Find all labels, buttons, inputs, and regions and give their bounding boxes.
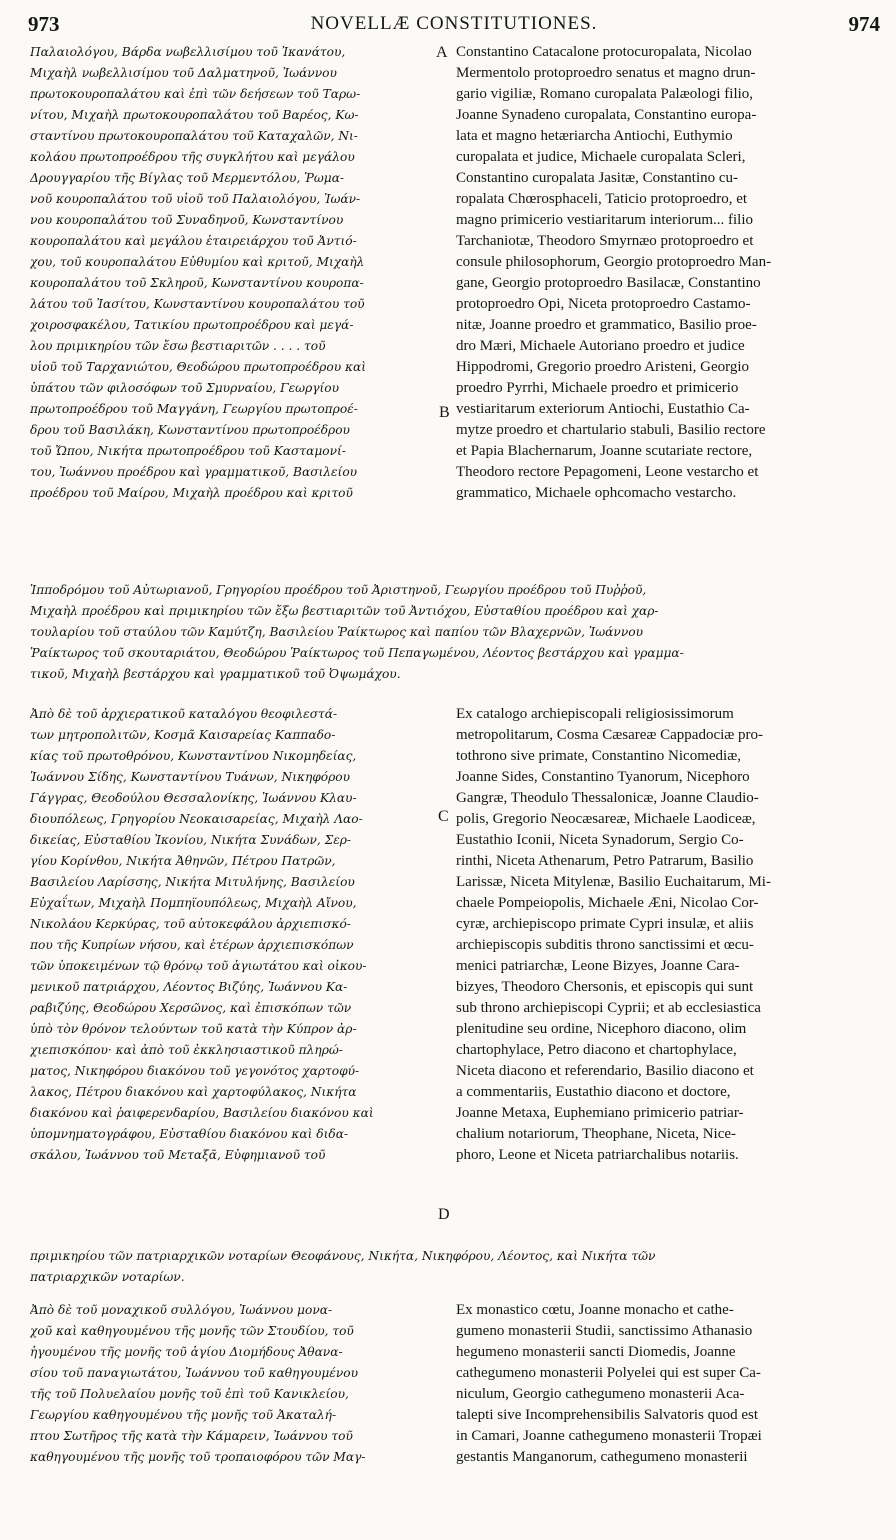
text-line: proedro Pyrrhi, Michaele proedro et primicerio [456, 380, 739, 396]
text-line: δικείας, Εὐσταθίου Ἰκονίου, Νικήτα Συνάδων, Σερ- [30, 833, 352, 847]
text-line: κίας τοῦ πρωτοθρόνου, Κωνσταντίνου Νικομηδείας, [30, 749, 357, 763]
text-line: Theodoro rectore Pepagomeni, Leone vestarcho et [456, 464, 759, 480]
text-line: Joanne Metaxa, Euphemiano primicerio patriar- [456, 1105, 744, 1121]
text-line: Παλαιολόγου, Βάρδα νωβελλισίμου τοῦ Ἰκανάτου, [30, 45, 346, 59]
text-line: του, Ἰωάννου προέδρου καὶ γραμματικοῦ, Βασιλείου [30, 465, 358, 479]
running-title: NOVELLÆ CONSTITUTIONES. [310, 13, 598, 34]
left-page-number: 973 [28, 12, 60, 36]
text-line: Ῥαίκτωρος τοῦ σκουταριάτου, Θεοδώρου Ῥαίκτωρος τοῦ Πεπαγωμένου, Λέοντος βεστάρχου καὶ γραμμα- [30, 646, 684, 660]
text-line: Niceta diacono et referendario, Basilio diacono et [456, 1063, 754, 1079]
section-marker-b: B [439, 404, 450, 421]
text-line: Mermentolo protoproedro senatus et magno drun- [456, 65, 756, 81]
text-line: χοιροσφακέλου, Τατικίου πρωτοπροέδρου καὶ μεγά- [30, 318, 354, 332]
text-line: πατριαρχικῶν νοταρίων. [30, 1270, 185, 1284]
text-line: rinthi, Niceta Athenarum, Petro Patrarum, Basilio [456, 853, 754, 869]
greek-fullwidth-s1 [30, 580, 882, 685]
text-line: gane, Georgio protoproedro Basilacæ, Constantino [456, 275, 761, 291]
text-line: vestiaritarum exteriorum Antiochi, Eustathio Ca- [456, 401, 750, 417]
text-line: σταντίνου πρωτοκουροπαλάτου τοῦ Καταχαλῶν, Νι- [30, 129, 358, 143]
text-line: Ἰωάννου Σίδης, Κωνσταντίνου Τυάνων, Νικηφόρου [30, 770, 351, 784]
text-line: Νικολάου Κερκύρας, τοῦ αὐτοκεφάλου ἀρχιεπισκό- [30, 917, 351, 931]
text-line: protoproedro Opi, Niceta protoproedro Castamo- [456, 296, 751, 312]
text-line: υἱοῦ τοῦ Ταρχανιώτου, Θεοδώρου πρωτοπροέδρου καὶ [30, 360, 366, 374]
text-line: λακος, Πέτρου διακόνου καὶ χαρτοφύλακος, Νικήτα [30, 1085, 357, 1099]
right-page-number: 974 [848, 12, 880, 36]
text-line: dro Mæri, Michaele Autoriano proedro et judice [456, 338, 745, 354]
text-line: χοῦ καὶ καθηγουμένου τῆς μονῆς τῶν Στουδίου, τοῦ [30, 1324, 354, 1338]
text-line: τικοῦ, Μιχαὴλ βεστάρχου καὶ γραμματικοῦ τοῦ Ὀψωμάχου. [30, 667, 401, 681]
text-line: Tarchaniotæ, Theodoro Smyrnæo protoproedro et [456, 233, 754, 249]
text-line: κουροπαλάτου τοῦ Σκληροῦ, Κωνσταντίνου κουροπα- [30, 276, 364, 290]
text-line: πριμικηρίου τῶν πατριαρχικῶν νοταρίων Θεοφάνους, Νικήτα, Νικηφόρου, Λέοντος, καὶ Νικήτα τῶν [30, 1249, 656, 1263]
text-line: χου, τοῦ κουροπαλάτου Εὐθυμίου καὶ κριτοῦ, Μιχαὴλ [30, 255, 365, 269]
text-line: niculum, Georgio cathegumeno monasterii Aca- [456, 1386, 745, 1402]
text-line: τοῦ Ὤπου, Νικήτα πρωτοπροέδρου τοῦ Κασταμονί- [30, 444, 346, 458]
text-line: τουλαρίου τοῦ σταύλου τῶν Καμύτζη, Βασιλείου Ῥαίκτωρος καὶ παπίου τῶν Βλαχερνῶν, Ἰωάννου [30, 625, 643, 639]
text-line: in Camari, Joanne cathegumeno monasterii Tropæi [456, 1428, 762, 1444]
text-line: των μητροπολιτῶν, Κοσμᾶ Καισαρείας Καππαδο- [30, 728, 336, 742]
text-line: gario vigiliæ, Romano curopalata Palæologi filio, [456, 86, 754, 102]
text-line: Δρουγγαρίου τῆς Βίγλας τοῦ Μερμεντόλου, Ῥωμα- [30, 171, 345, 185]
text-line: grammatico, Michaele ophcomacho vestarcho. [456, 485, 737, 501]
text-line: που τῆς Κυπρίων νήσου, καὶ ἑτέρων ἀρχιεπισκόπων [30, 938, 354, 952]
text-line: Joanne Sides, Constantino Tyanorum, Nicephoro [456, 769, 750, 785]
text-line: ὑπομνηματογράφου, Εὐσταθίου διακόνου καὶ διδα- [30, 1127, 349, 1141]
text-line: πρωτοπροέδρου τοῦ Μαγγάνη, Γεωργίου πρωτοπροέ- [30, 402, 358, 416]
text-line: δρου τοῦ Βασιλάκη, Κωνσταντίνου πρωτοπροέδρου [30, 423, 350, 437]
latin-column-s1 [456, 42, 882, 504]
text-line: plenitudine seu ordine, Nicephoro diacono, olim [456, 1021, 747, 1037]
text-line: νοῦ κουροπαλάτου τοῦ υἱοῦ τοῦ Παλαιολόγου, Ἰωάν- [30, 192, 361, 206]
text-line: chaele Pompeiopolis, Michaele Æni, Nicolao Cor- [456, 895, 759, 911]
text-line: hegumeno monasterii sancti Diomedis, Joanne [456, 1344, 736, 1360]
text-line: chalium notariorum, Theophane, Niceta, Nice- [456, 1126, 737, 1142]
text-line: Ἱπποδρόμου τοῦ Αὐτωριανοῦ, Γρηγορίου προέδρου τοῦ Ἀριστηνοῦ, Γεωργίου προέδρου τοῦ Πυῤῥοῦ, [30, 583, 647, 597]
text-line: menici patriarchæ, Leone Bizyes, Joanne Cara- [456, 958, 740, 974]
text-line: mytze proedro et chartulario stabuli, Basilio rectore [456, 422, 766, 438]
text-line: Γεωργίου καθηγουμένου τῆς μονῆς τοῦ Ἀκαταλή- [30, 1408, 337, 1422]
text-line: νου κουροπαλάτου τοῦ Συναδηνοῦ, Κωνσταντίνου [30, 213, 344, 227]
text-line: Hippodromi, Gregorio proedro Aristeni, Georgio [456, 359, 750, 375]
text-line: διουπόλεως, Γρηγορίου Νεοκαισαρείας, Μιχαὴλ Λαο- [30, 812, 363, 826]
text-line: Ex monastico cœtu, Joanne monacho et cathe- [456, 1302, 734, 1318]
text-line: cyræ, archiepiscopo primate Cypri insulæ, et aliis [456, 916, 754, 932]
text-line: τῶν ὑποκειμένων τῷ θρόνῳ τοῦ ἁγιωτάτου καὶ οἰκου- [30, 959, 367, 973]
text-line: sub throno archiepiscopi Cyprii; et ab ecclesiastica [456, 1000, 761, 1016]
text-line: gestantis Manganorum, cathegumeno monasterii [456, 1449, 748, 1465]
section-marker-a: A [436, 44, 448, 61]
greek-column-s1 [30, 42, 434, 504]
latin-column-s2 [456, 704, 882, 1166]
latin-column-s3 [456, 1300, 882, 1468]
greek-column-s2 [30, 704, 434, 1166]
running-header [28, 12, 880, 38]
text-line: τῆς τοῦ Πολυελαίου μονῆς τοῦ ἐπὶ τοῦ Κανικλείου, [30, 1387, 349, 1401]
text-line: Μιχαὴλ νωβελλισίμου τοῦ Δαλματηνοῦ, Ἰωάννου [30, 66, 337, 80]
text-line: Γάγγρας, Θεοδούλου Θεσσαλονίκης, Ἰωάννου Κλαυ- [30, 791, 357, 805]
text-line: Εὐχαΐτων, Μιχαὴλ Πομπηϊουπόλεως, Μιχαὴλ Αἴνου, [30, 896, 357, 910]
text-line: Constantino Catacalone protocuropalata, Nicolao [456, 44, 752, 60]
text-line: χιεπισκόπου· καὶ ἀπὸ τοῦ ἐκκλησιαστικοῦ πληρώ- [30, 1043, 343, 1057]
text-line: σκάλου, Ἰωάννου τοῦ Μεταξᾶ, Εὐφημιανοῦ τοῦ [30, 1148, 326, 1162]
text-line: Βασιλείου Λαρίσσης, Νικήτα Μιτυλήνης, Βασιλείου [30, 875, 355, 889]
text-line: Joanne Synadeno curopalata, Constantino europa- [456, 107, 757, 123]
text-line: κολάου πρωτοπροέδρου τῆς συγκλήτου καὶ μεγάλου [30, 150, 355, 164]
section-marker-c: C [438, 808, 449, 825]
text-line: ὑπὸ τὸν θρόνον τελούντων τοῦ κατὰ τὴν Κύπρον ἀρ- [30, 1022, 357, 1036]
text-line: ὑπάτου τῶν φιλοσόφων τοῦ Σμυρναίου, Γεωργίου [30, 381, 340, 395]
text-line: διακόνου καὶ ῥαιφερενδαρίου, Βασιλείου διακόνου καὶ [30, 1106, 374, 1120]
text-line: γίου Κορίνθου, Νικήτα Ἀθηνῶν, Πέτρου Πατρῶν, [30, 854, 336, 868]
text-line: ἡγουμένου τῆς μονῆς τοῦ ἁγίου Διομήδους Ἀθανα- [30, 1345, 343, 1359]
text-line: Gangræ, Theodulo Thessalonicæ, Joanne Claudio- [456, 790, 759, 806]
text-line: magno primicerio vestiaritarum interiorum... filio [456, 212, 754, 228]
text-line: λάτου τοῦ Ἰασίτου, Κωνσταντίνου κουροπαλάτου τοῦ [30, 297, 365, 311]
text-line: Ἀπὸ δὲ τοῦ ἀρχιερατικοῦ καταλόγου θεοφιλεστά- [30, 707, 338, 721]
text-line: πτου Σωτῆρος τῆς κατὰ τὴν Κάμαρειν, Ἰωάννου τοῦ [30, 1429, 353, 1443]
section-marker-d: D [438, 1206, 450, 1223]
text-line: σίου τοῦ παναγιωτάτου, Ἰωάννου τοῦ καθηγουμένου [30, 1366, 358, 1380]
text-line: πρωτοκουροπαλάτου καὶ ἐπὶ τῶν δεήσεων τοῦ Ταρω- [30, 87, 361, 101]
text-line: consule philosophorum, Georgio protoproedro Man- [456, 254, 772, 270]
text-line: ραβιζύης, Θεοδώρου Χερσῶνος, καὶ ἐπισκόπων τῶν [30, 1001, 352, 1015]
text-line: καθηγουμένου τῆς μονῆς τοῦ τροπαιοφόρου τῶν Μαγ- [30, 1450, 366, 1464]
text-line: ropalata Chœrosphaceli, Taticio protoproedro, et [456, 191, 748, 207]
text-line: bizyes, Theodoro Chersonis, et episcopis qui sunt [456, 979, 754, 995]
text-line: nitæ, Joanne proedro et grammatico, Basilio proe- [456, 317, 757, 333]
text-line: polis, Gregorio Neocæsareæ, Michaele Laodiceæ, [456, 811, 756, 827]
text-line: μενικοῦ πατριάρχου, Λέοντος Βιζύης, Ἰωάννου Κα- [30, 980, 348, 994]
text-line: Μιχαὴλ προέδρου καὶ πριμικηρίου τῶν ἔξω βεστιαριτῶν τοῦ Ἀντιόχου, Εὐσταθίου προέδρου καὶ χαρ- [30, 604, 659, 618]
text-line: Eustathio Iconii, Niceta Synadorum, Sergio Co- [456, 832, 744, 848]
text-line: ματος, Νικηφόρου διακόνου τοῦ γεγονότος χαρτοφύ- [30, 1064, 360, 1078]
text-line: talepti sive Incomprehensibilis Salvatoris quod est [456, 1407, 759, 1423]
text-line: gumeno monasterii Studii, sanctissimo Athanasio [456, 1323, 753, 1339]
text-line: νίτου, Μιχαὴλ πρωτοκουροπαλάτου τοῦ Βαρέος, Κω- [30, 108, 359, 122]
text-line: lata et magno hetæriarcha Antiochi, Euthymio [456, 128, 733, 144]
greek-column-s3 [30, 1300, 434, 1468]
text-line: a commentariis, Eustathio diacono et doctore, [456, 1084, 731, 1100]
text-line: archiepiscopis subditis throno sanctissimi et œcu- [456, 937, 754, 953]
text-line: Ἀπὸ δὲ τοῦ μοναχικοῦ συλλόγου, Ἰωάννου μονα- [30, 1303, 333, 1317]
text-line: λου πριμικηρίου τῶν ἔσω βεστιαριτῶν . . . . τοῦ [30, 339, 326, 353]
text-line: cathegumeno monasterii Polyelei qui est super Ca- [456, 1365, 761, 1381]
text-line: Larissæ, Niceta Mitylenæ, Basilio Euchaitarum, Mi- [456, 874, 771, 890]
greek-fullwidth-s2 [30, 1246, 882, 1288]
text-line: προέδρου τοῦ Μαίρου, Μιχαὴλ προέδρου καὶ κριτοῦ [30, 486, 353, 500]
text-line: phoro, Leone et Niceta patriarchalibus notariis. [456, 1147, 739, 1163]
text-line: Constantino curopalata Jasitæ, Constantino cu- [456, 170, 739, 186]
text-line: chartophylace, Petro diacono et chartophylace, [456, 1042, 737, 1058]
text-line: et Papia Blachernarum, Joanne scutariate rectore, [456, 443, 753, 459]
text-line: tothrono sive primate, Constantino Nicomediæ, [456, 748, 741, 764]
text-line: curopalata et judice, Michaele curopalata Scleri, [456, 149, 746, 165]
text-line: metropolitarum, Cosma Cæsareæ Cappadociæ pro- [456, 727, 764, 743]
text-line: κουροπαλάτου καὶ μεγάλου ἑταιρειάρχου τοῦ Ἀντιό- [30, 234, 357, 248]
text-line: Ex catalogo archiepiscopali religiosissimorum [456, 706, 734, 722]
